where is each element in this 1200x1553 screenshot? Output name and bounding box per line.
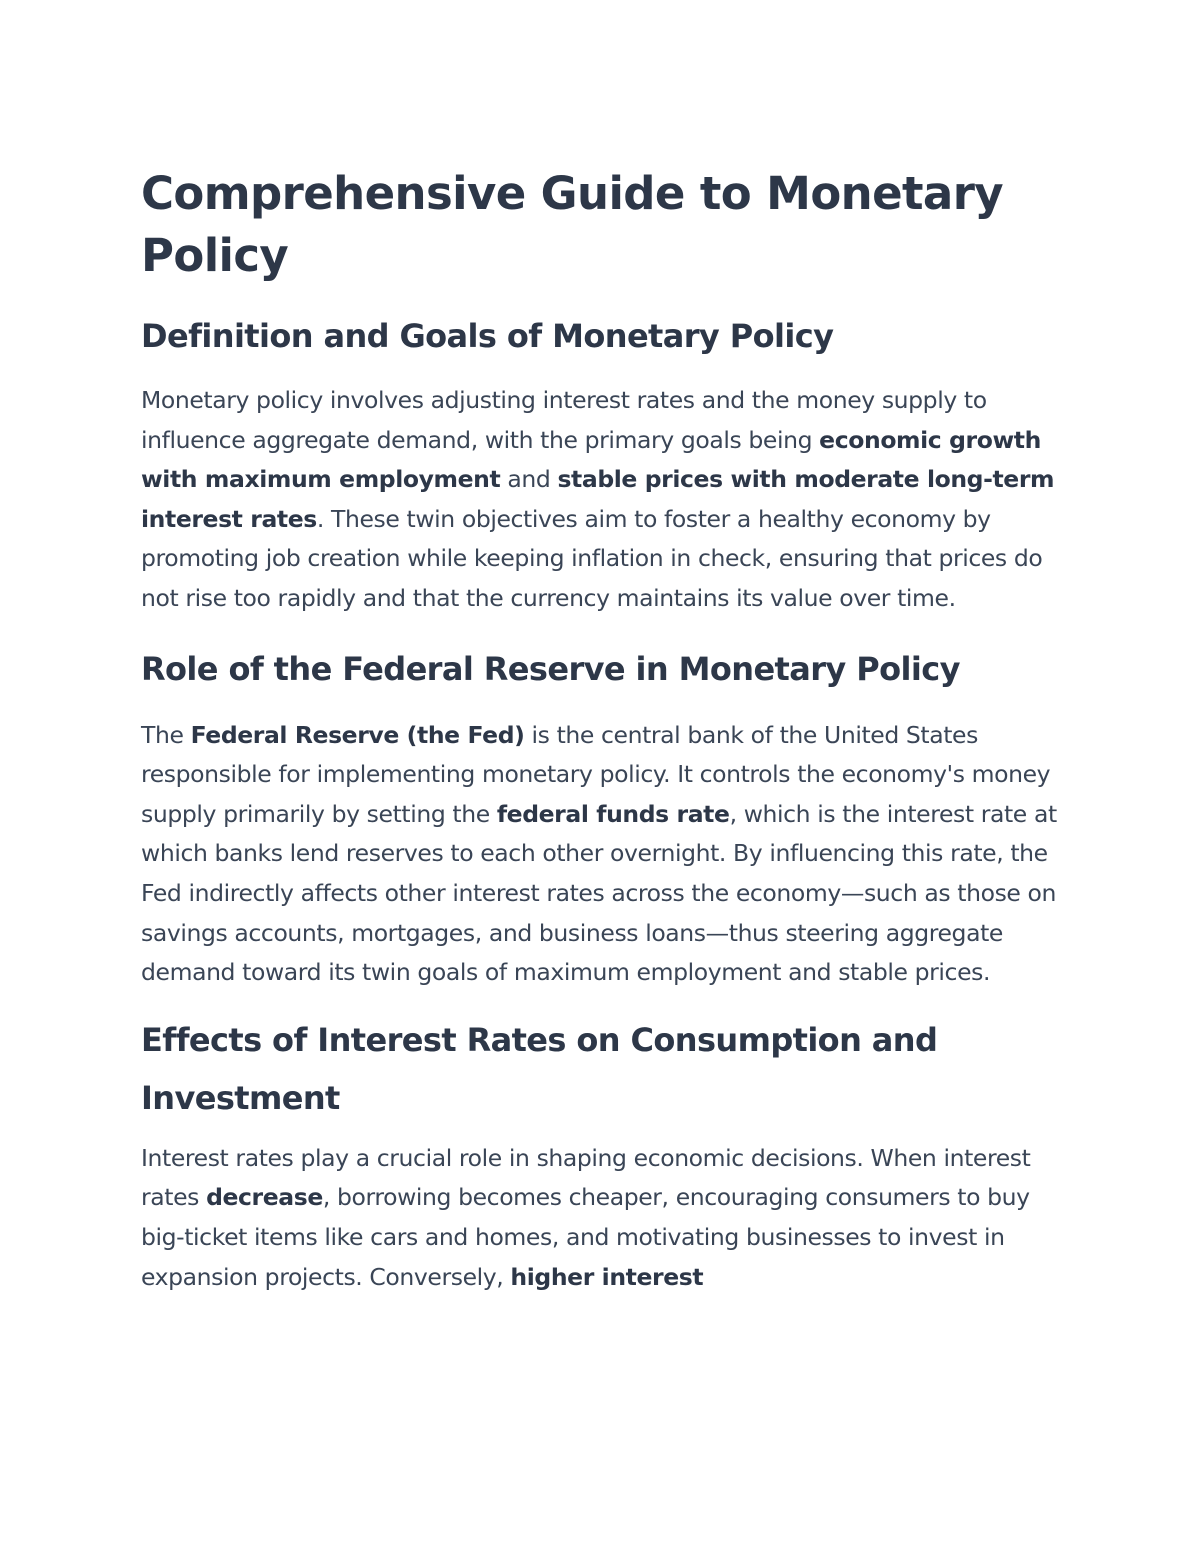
text-run: is the central bank of the United States responsible for implementing monetary policy. It controls the economy's money supply primarily by setting the — [141, 720, 1051, 828]
bold-text-run: stable prices with moderate long-term interest rates — [141, 465, 1055, 533]
section-heading-role: Role of the Federal Reserve in Monetary Policy — [141, 649, 960, 688]
text-run: Interest rates play a crucial role in shaping economic decisions. When interest rates — [141, 1143, 1031, 1212]
text-run: . These twin objectives aim to foster a healthy economy by promoting job creation while keeping inflation in check, ensuring that prices do not rise too rapidly and that the currency maintains its value over time. — [141, 504, 1043, 612]
section-paragraph-definition — [141, 381, 1061, 619]
bold-text-run: higher interest — [510, 1262, 704, 1291]
section-heading-definition: Definition and Goals of Monetary Policy — [141, 317, 834, 355]
bold-text-run: Federal Reserve (the Fed) — [190, 720, 525, 749]
section-paragraph-effects — [141, 1139, 1061, 1297]
text-run: and — [500, 465, 558, 494]
document-page — [141, 163, 1061, 1297]
text-run: The — [141, 720, 191, 749]
text-run: , borrowing becomes cheaper, encouraging consumers to buy big-ticket items like cars and homes, and motivating businesses to invest in expansion projects. Conversely, — [141, 1183, 1030, 1291]
text-run: , which is the interest rate at which banks lend reserves to each other overnight. By influencing this rate, the Fed indirectly affects other interest rates across the economy—such as those on savings accounts, mortgages, and business loans—thus steering aggregate demand toward its twin goals of maximum employment and stable prices. — [141, 799, 1057, 987]
document-title: Comprehensive Guide to Monetary Policy — [141, 167, 1004, 282]
section-heading-effects: Effects of Interest Rates on Consumption and Investment — [141, 1020, 938, 1117]
bold-text-run: decrease — [206, 1183, 323, 1212]
section-paragraph-role — [141, 716, 1061, 993]
bold-text-run: economic growth with maximum employment — [141, 425, 1041, 494]
text-run: Monetary policy involves adjusting interest rates and the money supply to influence aggregate demand, with the primary goals being — [141, 386, 987, 454]
bold-text-run: federal funds rate — [496, 799, 730, 828]
